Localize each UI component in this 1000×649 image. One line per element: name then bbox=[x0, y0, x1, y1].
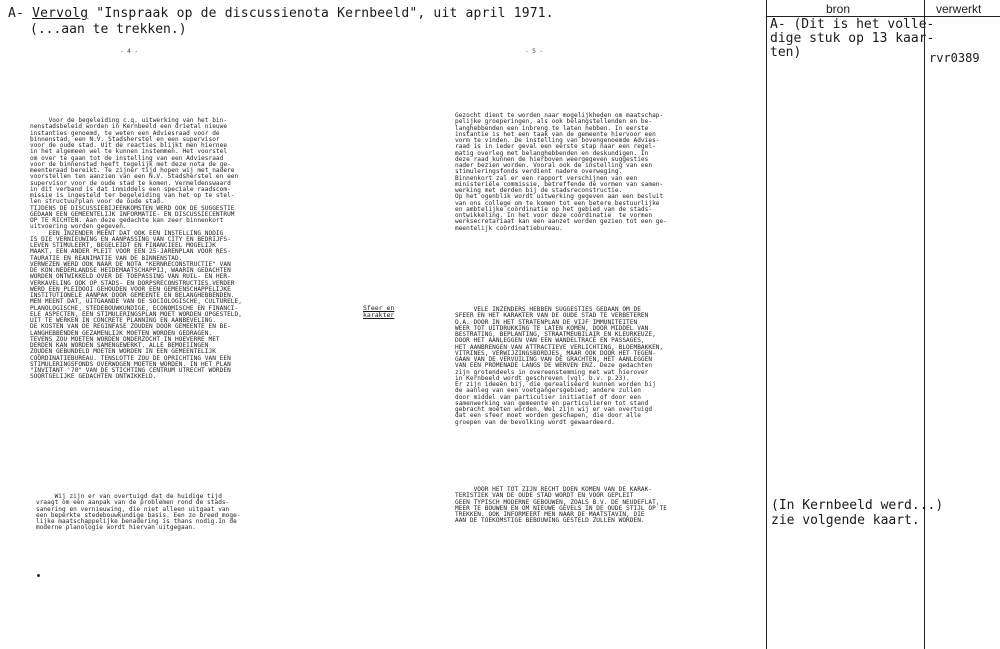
bron-header: bron bbox=[826, 2, 851, 16]
bron-entry: A- (Dit is het volle- dige stuk op 13 kaar- ten) bbox=[770, 17, 935, 60]
right-page-closing: VOOR HET TOT ZIJN RECHT DOEN KOMEN VAN DE KARAK- TERISTIEK VAN DE OUDE STAD WORDT EN VOOR GEPLEIT GEEN TYPISCH MODERNE GEBOUWEN, ZOALS B.V. DE NEUDEFLAT, MEER TE BOUWEN EN OM NIEUWE GEVELS IN DE OUDE STIJL OP TE TREKKEN. OOK INFORMEERT MEN NAAR DE MAATSTAVIN, DIE AAN DE TOEKOMSTIGE BEBOUWING GESTELD ZULLEN WORDEN. bbox=[455, 486, 667, 525]
page-number-right: - 5 - bbox=[525, 48, 544, 55]
column-divider-left bbox=[766, 0, 767, 649]
page-number-left: - 4 - bbox=[120, 48, 139, 55]
verwerkt-header: verwerkt bbox=[936, 2, 982, 16]
left-page-closing: Wij zijn er van overtuigd dat de huidige tijd vraagt om een aanpak van de problemen rond de stads- sanering en vernieuwing, die niet alleen uitgaat van een beperkte stedebouwkundige basis. Een zo breed moge- lijke maatschappelijke benadering is thans nodig.In de moderne planologie wordt hiervan uitgegaan. bbox=[36, 493, 241, 532]
bron-bottom-note: (In Kernbeeld werd...) zie volgende kaart. bbox=[771, 498, 944, 528]
right-page-text: Gezocht dient te worden naar mogelijkheden om maatschap- pelijke groeperingen, als ook belangstellenden en be- langhebbenden een inbreng te laten hebben. In eerste instantie is het een taak van de gemeente hiervoor een vorm te vinden. De instelling van bovengenoemde Advies- raad is in ieder geval een eerste stap naar een regel- matig overleg met belanghebbenden en deskundigen. In deze raad kunnen de hierboven weergegeven suggesties nader bezien worden. Vooral ook de instelling van een stimuleringsfonds verdient nadere overweging. Binnenkort zal er een rapport verschijnen van een ministeriële commissie, betreffende de vormen van samen- werking met derden bij de stadsreconstructie. Op het ogenblik wordt uitwerking gegeven aan een besluit van ons college om te komen tot een betere bestuurlijke en ambtelijke coördinatie op het gebied van de stads- ontwikkeling. In het voor deze coördinatie te vormen werksecretariaat kan een aanzet worden gezien tot een ge- meentelijk coördinatiebureau. bbox=[455, 112, 667, 232]
document-subtitle: (...aan te trekken.) bbox=[30, 22, 187, 37]
title-prefix: A- bbox=[8, 6, 33, 21]
title-vervolg: Vervolg bbox=[32, 6, 89, 21]
title-rest: "Inspraak op de discussienota Kernbeeld", uit april 1971. bbox=[88, 6, 554, 21]
margin-note: Sfeer en karakter bbox=[363, 304, 395, 319]
stray-dot bbox=[37, 574, 40, 577]
verwerkt-entry: rvr0389 bbox=[929, 51, 980, 65]
document-title bbox=[8, 6, 554, 21]
right-page-middle: VELE INZENDERS HEBBEN SUGGESTIES GEDAAN OM DE SFEER EN HET KARAKTER VAN DE OUDE STAD TE VERBETEREN O.A. DOOR IN HET STRATENPLAN DE VIJF IMMUNITEITEN WEER TOT UITDRUKKING TE LATEN KOMEN, DOOR MIDDEL VAN BESTRATING, BEPLANTING, STRAATMEUBILAIR EN KLEURKEUZE, DOOR HET AANLEGGEN VAN EEN WANDELTRACÉ EN PASSAGES, HET AANBRENGEN VAN ATTRACTIEVE VERLICHTING, BLOEMBAKKEN, VITRINES, VERWIJZINGSBORDJES, MAAR OOK DOOR HET TEGEN- GAAN VAN DE VERVUILING VAN DE GRACHTEN, HET AANLEGGEN VAN EEN PROMENADE LANGS DE WERVEN ENZ. Deze gedachten zijn grotendeels in overeenstemming met wat hierover in Kernbeeld wordt geschreven (vgl. b.v. p.23). Er zijn ideeën bij, die gerealiseerd kunnen worden bij de aanleg van een voetgangersgebied; andere zullen door middel van particulier initiatief of door een samenwerking van gemeente en particulieren tot stand gebracht moeten worden. Wel zijn wij er van overtuigd dat een sfeer moet worden geschapen, die door alle groepen van de bevolking wordt gewaardeerd. bbox=[455, 306, 664, 426]
column-divider-right bbox=[924, 0, 925, 649]
left-page-text: Voor de begeleiding c.q. uitwerking van het bin- nenstadsbeleid worden in Kernbeeld een drietal nieuwe instanties genoemd, te weten een Adviesraad voor de binnenstad, een N.V. Stadsherstel en een supervisor voor de oude stad. Uit de reacties blijkt men hiernee in het algemeen wel te kunnen instemmen. Het voorstel om over te gaan tot de instelling van een Adviesraad voor de binnenstad heeft tegelijk met deze nota de ge- meenteraad bereikt. Te zijner tijd hopen wij met nadere voorstellen ten aanzien van een N.V. Stadsherstel en een supervisor voor de oude stad te komen. Vermeldenswaard in dit verband is dat inmiddels een speciale raadscom- missie is ingesteld ter begeleiding van het op te stel- len structuurplan voor de oude stad. TIJDENS DE DISCUSSIEBIJEENKOMSTEN WERD OOK DE SUGGESTIE GEDAAN EEN GEMEENTELIJK INFORMATIE- EN DISCUSSIECENTRUM OP TE RICHTEN. Aan deze gedachte kan zeer binnenkort uitvoering worden gegeven. EEN INZENDER MEENT DAT OOK EEN INSTELLING NODIG IS DIE VERNIEUWING EN AANPASSING VAN CITY EN BEDRIJFS- LEVEN STIMULEERT, BEGELEIDT EN FINANCIEEL MOGELIJK MAAKT. EEN ANDER PLEIT VOOR EEN 25-JARENPLAN VOOR RES- TAURATIE EN REANIMATIE VAN DE BINNENSTAD. VERWEZEN WERD OOK NAAR DE NOTA "KERNRECONSTRUCTIE" VAN DE KON.NEDERLANDSE HEIDEMAATSCHAPPIJ, WAARIN GEDACHTEN WORDEN ONTWIKKELD OVER DE TOEPASSING VAN RUIL- EN HER- VERKAVELING OOK OP STADS- EN DORPSRECONSTRUCTIES.VERDER WERD EEN PLEIDOOI GEHOUDEN VOOR EEN GEMEENSCHAPPELIJKE INSTITUTIONELE AANPAK DOOR GEMEENTE EN BELANGHEBBENDEN. MEN MEENT DAT, UITGAANDE VAN DE SOCIOLOGISCHE, CULTURELE, PLANOLOGISCHE, STEDEBOUWKUNDIGE, ECONOMISCHE EN FINANCI- ELE ASPECTEN, EEN STIMULERINGSPLAN MOET WORDEN OPGESTELD, UIT TE WERKEN IN CONCRETE PLANNING EN AANBEVELING. DE KOSTEN VAN DE REGINFASE ZOUDEN DOOR GEMEENTE EN BE- LANGHEBBENDEN GEZAMENLIJK MOETEN WORDEN GEDRAGEN. TEVENS ZOU MOETEN WORDEN ONDERZOCHT IN HOEVERRE MET DERDEN KAN WORDEN SAMENGEWERKT. ALLE BEMOEIINGEN ZOUDEN GEBUNDELD MOETEN WORDEN IN EEN GEMEENTELIJK COÖRDINATIEBUREAU. TENSLOTTE ZOU DE OPRICHTING VAN EEN STIMULERINGSFONDS OVERWOGEN MOETEN WORDEN. IN HET PLAN "INVITANT '70" VAN DE STICHTING CENTRUM UTRECHT WORDEN SOORTGELIJKE GEDACHTEN ONTWIKKELD. bbox=[30, 117, 242, 381]
